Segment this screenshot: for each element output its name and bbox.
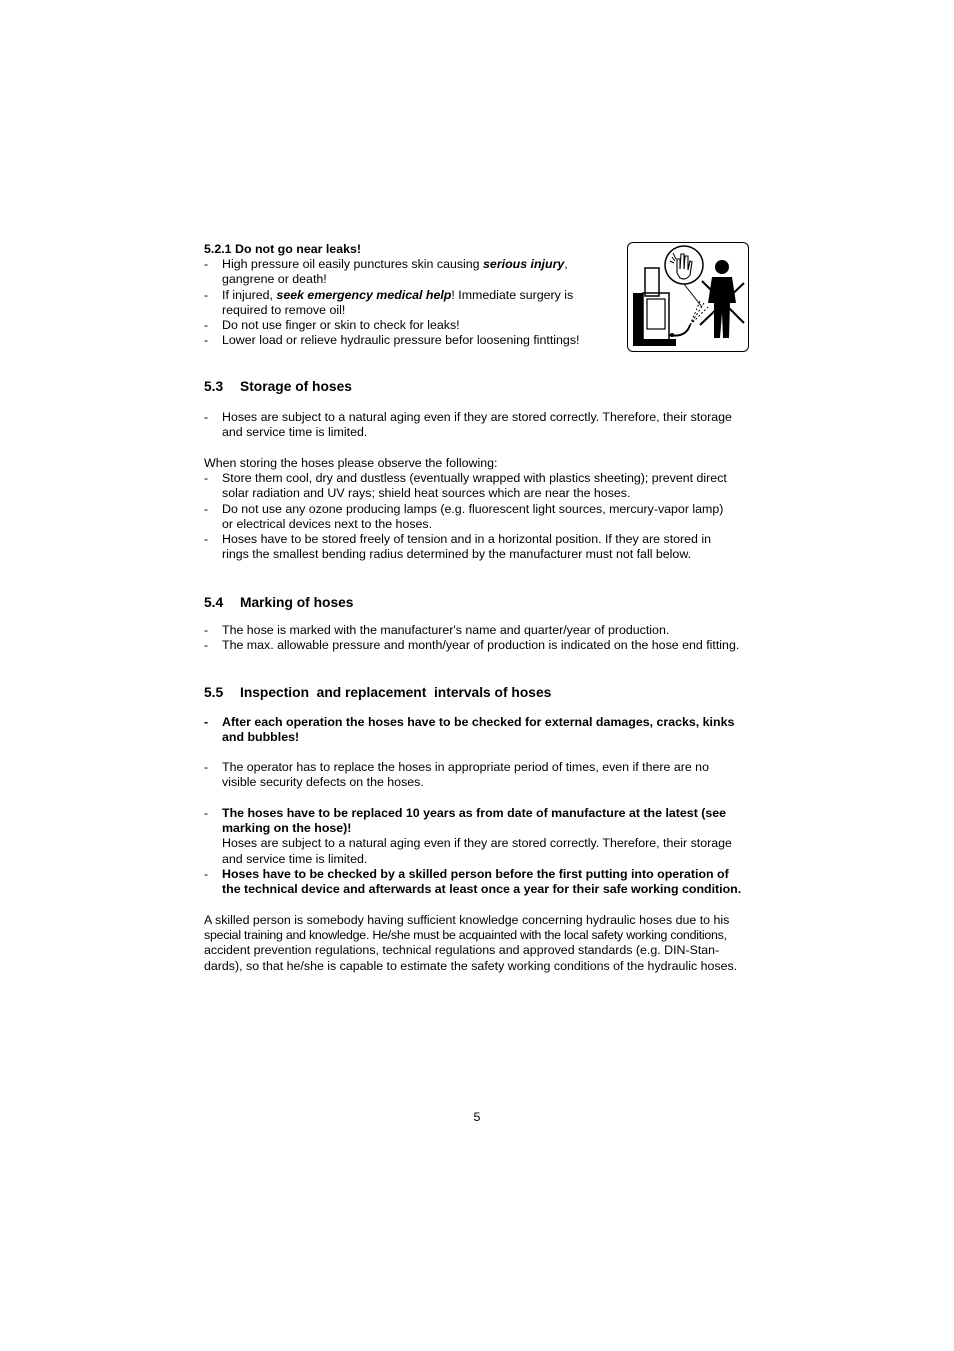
paragraph-line: A skilled person is somebody having sufficient knowledge concerning hydraulic hoses due to his: [204, 913, 730, 927]
list-item: - High pressure oil easily punctures skin causing serious injury, gangrene or death!: [204, 257, 568, 287]
paragraph-line: dards), so that he/she is capable to estimate the safety working conditions of the hydraulic hoses.: [204, 958, 738, 973]
list-item: - Hoses are subject to a natural aging even if they are stored correctly. Therefore, their storage and service time is limited.: [204, 410, 732, 440]
section-5-5: [204, 684, 752, 701]
paragraph: When storing the hoses please observe the following:: [204, 456, 498, 470]
list-item: - The hoses have to be replaced 10 years as from date of manufacture at the latest (see marking on the hose)! Hoses are subject to a natural aging even if they are stored correctly. Therefore, their storage and service time is limited.: [204, 806, 732, 866]
section-heading: 5.5 Inspection and replacement intervals of hoses: [204, 685, 552, 700]
paragraph-line: accident prevention regulations, technical regulations and approved standards (e.g. DIN-Stan-: [204, 943, 720, 958]
paragraph-line: special training and knowledge. He/she must be acquainted with the local safety working conditions,: [204, 928, 727, 943]
list-item: - Store them cool, dry and dustless (eventually wrapped with plastics sheeting); prevent direct solar radiation and UV rays; shield heat sources which are near the hoses.: [204, 471, 727, 501]
list-item: - The hose is marked with the manufacturer's name and quarter/year of production.: [204, 623, 670, 637]
list-item: - Do not use any ozone producing lamps (e.g. fluorescent light sources, mercury-vapor lamp) or electrical devices next to the hoses.: [204, 501, 724, 531]
section-5-2-1: [204, 242, 624, 348]
page-number: 5: [473, 1110, 481, 1124]
list-item: - The operator has to replace the hoses in appropriate period of times, even if there are no visible security defects on the hoses.: [204, 760, 709, 790]
list-item: - Hoses have to be checked by a skilled person before the first putting into operation of the technical device and afterwards at least once a year for their safe working condition.: [204, 866, 742, 897]
list-item: - The max. allowable pressure and month/year of production is indicated on the hose end fitting.: [204, 638, 740, 653]
hydraulic-leak-warning-icon: [627, 242, 749, 352]
inspection-items-3-4: [204, 806, 752, 897]
section-5-3: [204, 378, 752, 395]
inspection-item-1: [204, 715, 752, 745]
list-item: - After each operation the hoses have to be checked for external damages, cracks, kinks and bubbles!: [204, 715, 735, 745]
section-5-4: [204, 594, 752, 611]
list-item: - If injured, seek emergency medical help! Immediate surgery is required to remove oil!: [204, 287, 574, 317]
list-item: - Hoses have to be stored freely of tension and in a horizontal position. If they are stored in rings the smallest bending radius determined by the manufacturer must not fall below.: [204, 532, 712, 562]
inspection-item-2: [204, 760, 752, 790]
section-heading: 5.2.1 Do not go near leaks!: [204, 242, 361, 256]
section-heading: 5.4 Marking of hoses: [204, 595, 354, 610]
skilled-person-paragraph: [204, 913, 752, 974]
storage-list: [204, 456, 752, 562]
section-heading: 5.3 Storage of hoses: [204, 379, 352, 394]
storage-intro: [204, 410, 752, 440]
list-item: - Lower load or relieve hydraulic pressure befor loosening finttings!: [204, 333, 580, 348]
list-item: - Do not use finger or skin to check for leaks!: [204, 318, 460, 333]
marking-list: [204, 623, 752, 653]
